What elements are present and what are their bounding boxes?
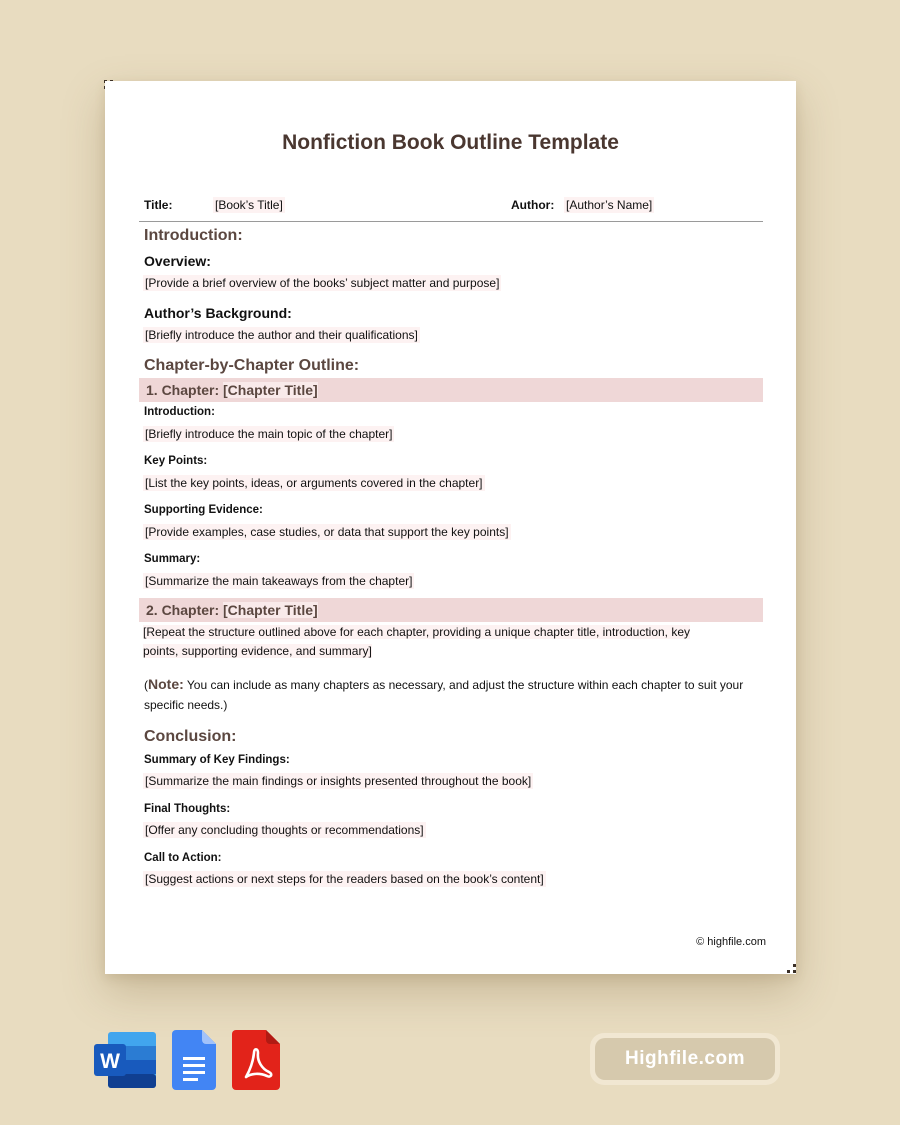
note-text: You can include as many chapters as necessary, and adjust the structure within each chapter to suit your specific needs.) — [144, 678, 744, 712]
svg-text:W: W — [100, 1050, 120, 1073]
chapter-2-text-line-1: [Repeat the structure outlined above for each chapter, providing a unique chapter title, introduction, key — [143, 625, 691, 639]
note-label: Note: — [148, 676, 184, 692]
document-page — [105, 81, 796, 974]
title-label: Title: — [144, 198, 173, 212]
pdf-icon[interactable] — [232, 1030, 280, 1090]
chapter-1-key-points-label: Key Points: — [144, 455, 208, 467]
chapter-outline-heading: Chapter-by-Chapter Outline: — [144, 357, 360, 374]
chapter-1-title[interactable]: [Chapter Title] — [223, 382, 318, 398]
document-title: Nonfiction Book Outline Template — [282, 131, 619, 154]
key-findings-label: Summary of Key Findings: — [144, 754, 290, 766]
chapter-2-bar — [139, 598, 763, 622]
key-findings-placeholder[interactable]: [Summarize the main findings or insights presented throughout the book] — [145, 774, 532, 788]
call-to-action-label: Call to Action: — [144, 852, 222, 864]
chapter-2-prefix: 2. Chapter: — [146, 602, 224, 618]
chapter-2-title[interactable]: [Chapter Title] — [223, 602, 318, 618]
chapter-2-placeholder[interactable] — [143, 623, 743, 661]
book-title-field[interactable]: [Book’s Title] — [215, 198, 283, 212]
brand-label: Highfile.com — [595, 1038, 775, 1080]
final-thoughts-label: Final Thoughts: — [144, 803, 231, 815]
header-divider — [139, 221, 763, 222]
chapter-1-evidence-placeholder[interactable]: [Provide examples, case studies, or data that support the key points] — [145, 525, 509, 539]
author-name-field[interactable]: [Author’s Name] — [566, 198, 653, 212]
chapter-1-summary-placeholder[interactable]: [Summarize the main takeaways from the chapter] — [145, 574, 413, 588]
chapter-1-introduction-placeholder[interactable]: [Briefly introduce the main topic of the chapter] — [145, 427, 393, 441]
conclusion-heading: Conclusion: — [144, 728, 237, 745]
author-background-label: Author’s Background: — [144, 305, 292, 321]
final-thoughts-placeholder[interactable]: [Offer any concluding thoughts or recommendations] — [145, 823, 424, 837]
note-open-paren: ( — [144, 678, 148, 692]
chapter-1-introduction-label: Introduction: — [144, 406, 215, 418]
chapter-1-evidence-label: Supporting Evidence: — [144, 504, 263, 516]
overview-label: Overview: — [144, 253, 211, 269]
author-background-placeholder[interactable]: [Briefly introduce the author and their qualifications] — [145, 328, 418, 342]
crop-mark-bottom-right — [787, 964, 796, 973]
overview-placeholder[interactable]: [Provide a brief overview of the books’ subject matter and purpose] — [145, 276, 500, 290]
introduction-heading: Introduction: — [144, 227, 243, 244]
highfile-brand-badge[interactable] — [590, 1033, 780, 1085]
chapter-1-prefix: 1. Chapter: — [146, 382, 224, 398]
chapter-1-bar — [139, 378, 763, 402]
chapter-1-summary-label: Summary: — [144, 553, 201, 565]
google-docs-icon[interactable] — [172, 1030, 216, 1090]
copyright-text: © highfile.com — [696, 936, 766, 948]
author-label: Author: — [511, 198, 555, 212]
note-paragraph — [144, 674, 749, 715]
chapter-1-key-points-placeholder[interactable]: [List the key points, ideas, or arguments covered in the chapter] — [145, 476, 483, 490]
word-icon[interactable] — [94, 1030, 158, 1090]
call-to-action-placeholder[interactable]: [Suggest actions or next steps for the readers based on the book’s content] — [145, 872, 544, 886]
chapter-2-text-line-2: points, supporting evidence, and summary] — [143, 644, 372, 658]
